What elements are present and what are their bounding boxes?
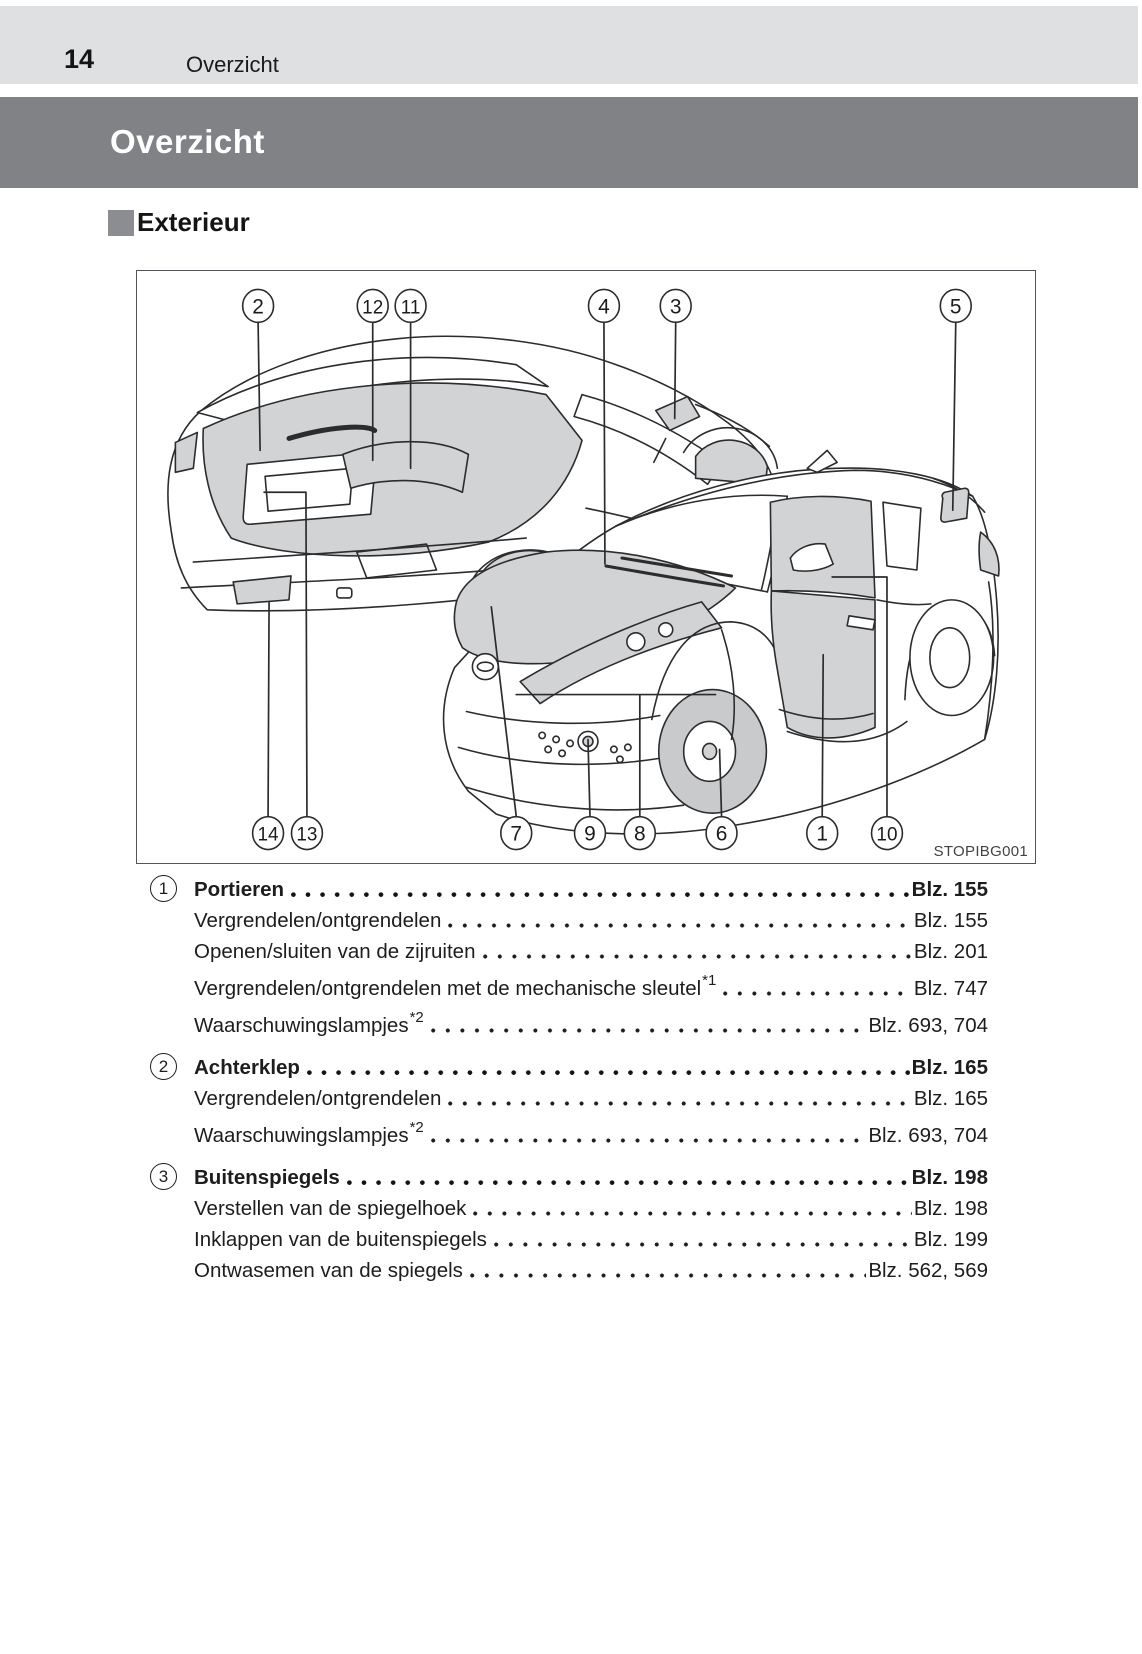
- dot-leader: [291, 874, 910, 905]
- item-title: Achterklep: [194, 1056, 300, 1079]
- exterior-figure: [136, 270, 1036, 864]
- callout-5: [940, 289, 971, 510]
- item-number-badge: 2: [150, 1053, 177, 1080]
- callout-number: 5: [949, 295, 962, 319]
- page-ref: Blz. 199: [913, 1228, 988, 1251]
- page-ref: Blz. 562, 569: [868, 1259, 988, 1282]
- dot-leader: [347, 1162, 910, 1193]
- callout-number: 10: [876, 824, 898, 846]
- section-heading: [108, 207, 250, 238]
- callout-leader-line: [268, 602, 269, 816]
- item-number-badge: 1: [150, 875, 177, 902]
- index-item: [150, 1052, 988, 1151]
- page-header: [0, 6, 1138, 84]
- sub-item-label: Openen/sluiten van de zijruiten: [194, 940, 476, 963]
- footnote-marker: *2: [409, 1009, 424, 1026]
- index-item-main: [150, 1162, 988, 1193]
- page-ref: Blz. 155: [911, 878, 988, 901]
- dot-leader: [431, 1010, 867, 1041]
- index-item: [150, 1162, 988, 1286]
- item-title: Portieren: [194, 878, 284, 901]
- callout-number: 7: [510, 822, 523, 846]
- chapter-banner: [0, 97, 1138, 188]
- dot-leader: [448, 1083, 912, 1114]
- index-sub-item: [150, 1114, 988, 1151]
- sub-item-label: Verstellen van de spiegelhoek: [194, 1197, 467, 1220]
- index-item: [150, 874, 988, 1041]
- page-number: 14: [64, 44, 95, 74]
- chapter-title: Overzicht: [110, 123, 265, 160]
- callout-number: 11: [400, 297, 421, 319]
- index-item-main: [150, 1052, 988, 1083]
- sub-item-label: Ontwasemen van de spiegels: [194, 1259, 463, 1282]
- callout-number: 12: [362, 297, 384, 319]
- callout-number: 6: [715, 822, 728, 846]
- index-sub-item: [150, 1193, 988, 1224]
- callout-leader-line: [953, 323, 956, 510]
- page-ref: Blz. 198: [913, 1197, 988, 1220]
- index-sub-item: [150, 936, 988, 967]
- page-ref: Blz. 165: [911, 1056, 988, 1079]
- index-sub-item: [150, 1004, 988, 1041]
- footnote-marker: *2: [409, 1119, 424, 1136]
- footnote-marker: *1: [702, 972, 717, 989]
- item-title: Buitenspiegels: [194, 1166, 340, 1189]
- callout-leader-line: [822, 655, 823, 816]
- dot-leader: [473, 1193, 912, 1224]
- dot-leader: [307, 1052, 910, 1083]
- callout-number: 3: [669, 295, 682, 319]
- callout-number: 8: [633, 822, 646, 846]
- sub-item-label: Vergrendelen/ontgrendelen: [194, 909, 442, 932]
- dot-leader: [494, 1224, 912, 1255]
- dot-leader: [470, 1255, 866, 1286]
- dot-leader: [483, 936, 912, 967]
- index-sub-item: [150, 967, 988, 1004]
- callout-number: 2: [252, 295, 264, 319]
- sub-item-label: Vergrendelen/ontgrendelen: [194, 1087, 442, 1110]
- callout-leader-line: [604, 323, 605, 564]
- dot-leader: [431, 1120, 867, 1151]
- callout-leader-line: [675, 323, 676, 419]
- page-ref: Blz. 693, 704: [868, 1014, 988, 1037]
- index-sub-item: [150, 905, 988, 936]
- sub-item-label: Vergrendelen/ontgrendelen met de mechanische sleutel: [194, 977, 702, 1000]
- page-ref: Blz. 155: [913, 909, 988, 932]
- running-chapter-label: Overzicht: [186, 52, 279, 77]
- sub-item-label: Waarschuwingslampjes: [194, 1014, 409, 1037]
- page-ref: Blz. 201: [913, 940, 988, 963]
- section-title: Exterieur: [137, 207, 250, 237]
- callout-number: 14: [257, 824, 279, 846]
- index-item-main: [150, 874, 988, 905]
- index-sub-item: [150, 1255, 988, 1286]
- page-ref: Blz. 747: [913, 977, 988, 1000]
- item-number-badge: 3: [150, 1163, 177, 1190]
- section-bullet-icon: [108, 210, 134, 236]
- page-ref: Blz. 165: [913, 1087, 988, 1110]
- page-ref: Blz. 198: [911, 1166, 988, 1189]
- dot-leader: [723, 973, 912, 1004]
- car-illustration: [137, 271, 1035, 863]
- dot-leader: [448, 905, 912, 936]
- callout-number: 4: [598, 295, 610, 319]
- page-ref: Blz. 693, 704: [868, 1124, 988, 1147]
- callout-number: 9: [584, 822, 596, 846]
- index-sub-item: [150, 1083, 988, 1114]
- sub-item-label: Waarschuwingslampjes: [194, 1124, 409, 1147]
- sub-item-label: Inklappen van de buitenspiegels: [194, 1228, 487, 1251]
- callout-14: [253, 602, 284, 850]
- figure-code: STOPIBG001: [933, 843, 1028, 860]
- callout-number: 13: [296, 824, 318, 846]
- callout-number: 1: [816, 822, 829, 846]
- index-sub-item: [150, 1224, 988, 1255]
- exterior-index-list: [150, 874, 988, 1286]
